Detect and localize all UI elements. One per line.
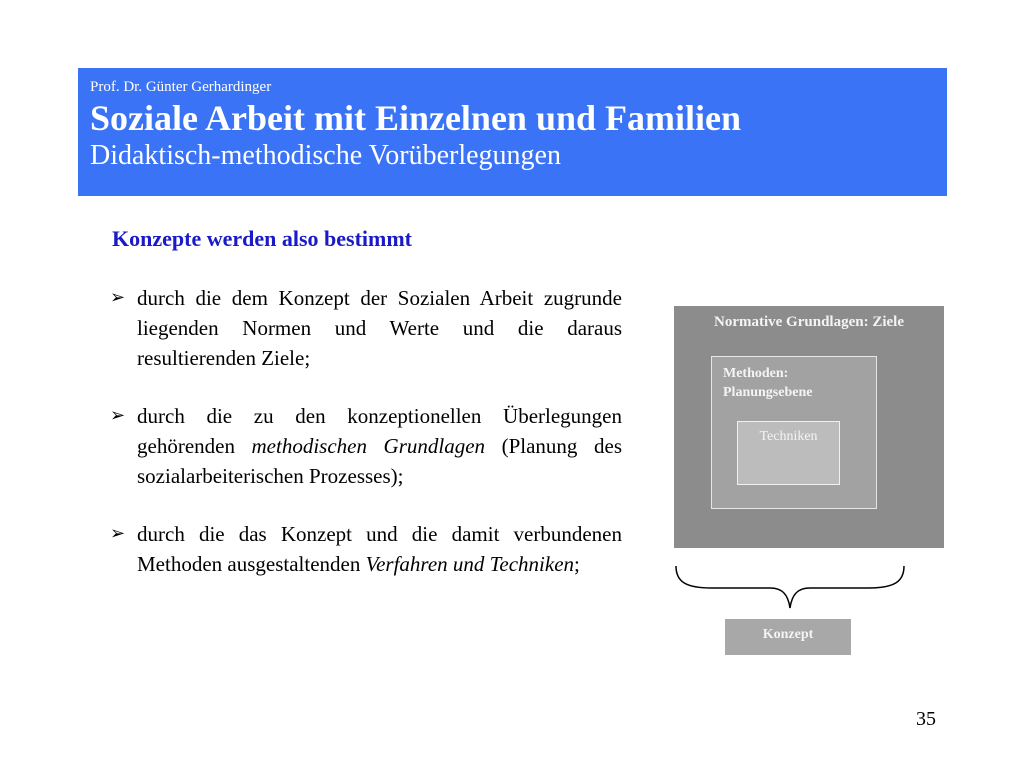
diagram-inner-box	[737, 421, 840, 485]
bullet-emphasis: methodischen Grundlagen	[251, 434, 486, 458]
inner-box-label: Techniken	[759, 429, 818, 444]
middle-box-label	[723, 364, 812, 402]
middle-box-label-line1: Methoden:	[723, 366, 789, 381]
bullet-item	[110, 401, 622, 491]
author-name: Prof. Dr. Günter Gerhardinger	[90, 79, 272, 95]
concept-box: Konzept	[725, 619, 851, 655]
bullet-text: durch die zu den konzeptionellen Überlegungen gehörenden	[137, 404, 622, 458]
curly-brace-icon	[672, 564, 908, 612]
bullet-emphasis: Verfahren und Techniken	[365, 552, 575, 576]
bullet-text: ;	[574, 552, 580, 576]
arrow-bullet-icon: ➢	[110, 523, 126, 544]
middle-box-label-line2: Planungsebene	[723, 385, 813, 400]
bullet-text: durch die das Konzept und die damit verbundenen Methoden ausgestaltenden	[137, 522, 622, 576]
bullet-list	[110, 283, 622, 607]
bullet-item	[110, 283, 622, 373]
slide-header	[78, 68, 947, 196]
slide-title: Soziale Arbeit mit Einzelnen und Familien	[90, 98, 742, 138]
bullet-text: (Planung des sozialarbeiterischen Prozesses);	[137, 434, 622, 488]
arrow-bullet-icon: ➢	[110, 287, 126, 308]
section-heading: Konzepte werden also bestimmt	[112, 226, 413, 251]
page-number: 35	[916, 708, 936, 730]
slide-subtitle: Didaktisch-methodische Vorüberlegungen	[90, 140, 561, 171]
arrow-bullet-icon: ➢	[110, 405, 126, 426]
bullet-item	[110, 519, 622, 579]
bullet-text: durch die dem Konzept der Sozialen Arbeit zugrunde liegenden Normen und Werte und die daraus resultierenden Ziele;	[137, 286, 622, 370]
outer-box-label: Normative Grundlagen: Ziele	[714, 314, 904, 330]
